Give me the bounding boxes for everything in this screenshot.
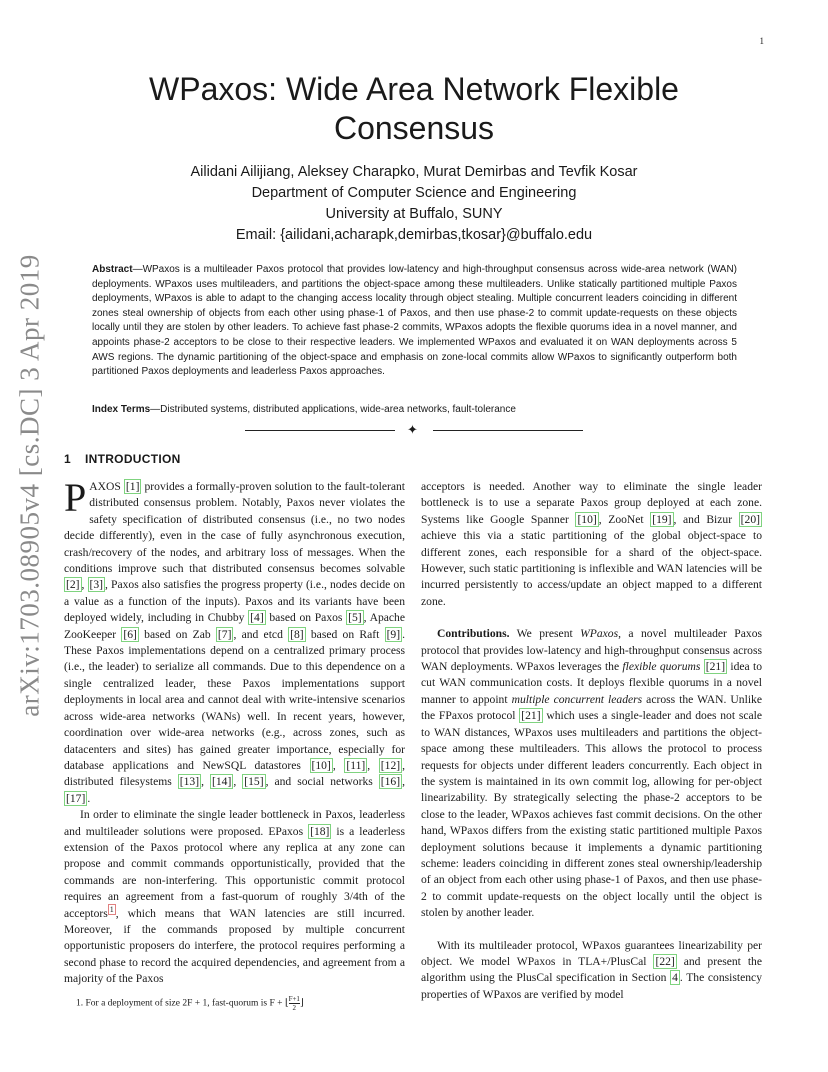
citation-link[interactable]: [16] [380,775,401,789]
page-number: 1 [759,36,764,46]
intro-paragraph-3: acceptors is needed. Another way to eliminate the single leader bottleneck is to use a separate Paxos group deployed at each zone. Systems like Google Spanner [10] , ZooNet [19] , and Bizur [20] achieve this via a static partitioning of the global object-space to different zones, each responsible for a shard of the object-space. However, such static partitioning is inflexible and WAN latencies will be incurred persistently to access/update an object mapped to a different zone. [421,480,762,608]
title-line-2: Consensus [333,110,495,146]
section-number: 1 [64,452,71,466]
university: University at Buffalo, SUNY [325,206,503,222]
department: Department of Computer Science and Engineering [251,185,577,201]
section-title: INTRODUCTION [84,452,181,466]
separator-diamond-icon: ✦ [407,422,418,437]
intro-paragraph-1: PAXOS [1] provides a formally-proven solution to the fault-tolerant distributed consensus problem. Notably, Paxos never violates the safety specification of distributed consensus (i.e., no two nodes decide differently), even in the case of fully asynchronous execution, crash/recovery of the nodes, and arbitrary loss of messages. When the conditions improve such that distributed consensus becomes solvable [2] , [3] , Paxos also satisfies the progress property (i.e., nodes decide on a value as a function of the inputs). Paxos and its variants have been deployed widely, including in Chubby [4] based on Paxos [5] , Apache ZooKeeper [6] based on Zab [7] , and etcd [8] based on Raft [9] . These Paxos implementations depend on a centralized primary process (i.e., the leader) to serialize all commands. Due to this dependence on a single centralized leader, these Paxos implementations support deployments in local area and cannot deal with write-intensive scenarios across wide-area networks (WANs) well. In recent years, however, coordination over wide-area networks (e.g., across zones, such as datacenters and sites) has gained greater importance, especially for database applications and NewSQL datastores [10] , [11] , [12] , distributed filesystems [13] , [14] , [15] , and social networks [16] , [17] . [64,475,406,805]
title-line-1: WPaxos: Wide Area Network Flexible [149,71,679,107]
separator-line-right [433,430,583,431]
intro-paragraph-2: In order to eliminate the single leader bottleneck in Paxos, leaderless and multileader solutions were proposed. EPaxos [18] is a leaderless extension of the Paxos protocol where any replica at any zone can propose and commit commands opportunistically, provided that the commands are non-interfering. This opportunistic commit protocol requires an agreement from a fast-quorum of roughly 3/4th of the acceptors $^1$ , which means that WAN latencies are still incurred. Moreover, if the commands proposed by multiple concurrent opportunistic proposers do interfere, the protocol requires performing a second phase to record the acquired dependencies, and agreement from a majority of the Paxos [64,808,405,986]
footnote-fraction: $\frac{F+1}{2}$ [288,995,300,1012]
citation-link[interactable]: [13] [179,775,200,789]
footnote-link[interactable]: 1 [109,904,114,914]
authors: Ailidani Ailijiang, Aleksey Charapko, Murat Demirbas and Tevfik Kosar [190,164,638,180]
citation-link[interactable]: [20] [740,512,760,526]
citation-link[interactable]: [1] [125,480,140,493]
citation-link[interactable]: [21] [521,709,541,723]
citation-link[interactable]: [10] [577,512,597,526]
section-link[interactable]: 4 [672,971,678,985]
abstract-text: —WPaxos is a multileader Paxos protocol that provides low-latency and high-throughput consensus across wide-area network (WAN) deployments. WPaxos uses multileaders, and partitions the object-space among these multileaders. Unlike statically partitioned multiple Paxos deployments, WPaxos is able to adapt to the changing access locality through object stealing. Multiple concurrent leaders coinciding in different zones steal ownership of objects from each other using phase-1 of Paxos, and then use phase-2 to commit update-requests on these objects locally until they are stolen by other leaders. To achieve fast phase-2 commits, WPaxos adopts the flexible quorums idea in a novel manner, and appoints phase-2 acceptors to be close to their respective leaders. We implemented WPaxos and evaluated it on WAN deployments across 5 AWS regions. The dynamic partitioning of the object-space and emphasis on zone-local commits allow WPaxos to significantly outperform both partitioned Paxos deployments and leaderless Paxos approaches. [92,264,737,378]
citation-link[interactable]: [6] [123,627,137,641]
citation-link[interactable]: [4] [250,611,264,625]
citation-link[interactable]: [9] [386,627,401,641]
citation-link[interactable]: [2] [66,578,80,592]
citation-link[interactable]: [18] [310,824,330,838]
citation-link[interactable]: [11] [346,758,366,772]
citation-link[interactable]: [19] [652,512,672,526]
citation-link[interactable]: [12] [380,758,401,772]
section-separator [245,424,583,436]
drop-cap: P [64,475,87,520]
citation-link[interactable]: [5] [348,611,362,625]
citation-link[interactable]: [10] [311,758,331,772]
citation-link[interactable]: [7] [217,627,232,641]
abstract [92,263,737,380]
separator-line-left [245,430,395,431]
arxiv-stamp-text: arXiv:1703.08905v4 [cs.DC] 3 Apr 2019 [14,253,45,717]
contributions-lead: Contributions. [437,627,510,641]
citation-link[interactable]: [8] [290,627,304,641]
citation-link[interactable]: [15] [244,775,264,789]
email: Email: {ailidani,acharapk,demirbas,tkosar}@buffalo.edu [235,227,593,243]
index-terms [92,403,737,416]
index-terms-label: Index Terms [92,404,151,415]
citation-link[interactable]: [14] [212,775,232,789]
section-heading [64,452,181,466]
arxiv-stamp [8,253,52,717]
paper-title [100,70,728,148]
authors-block [100,162,728,246]
citation-link[interactable]: [17] [66,791,86,805]
index-terms-text: —Distributed systems, distributed applications, wide-area networks, fault-tolerance [150,404,516,415]
footnote: 1. For a deployment of size 2F + 1, fast-quorum is F + ⌊ $\frac{F+1}{2}$ ⌋ [76,995,304,1012]
citation-link[interactable]: [3] [89,578,104,592]
left-column [64,475,406,988]
intro-paragraph-5: With its multileader protocol, WPaxos guarantees linearizability per object. We model WPaxos in TLA+/PlusCal [22] and present the algorithm using the PlusCal specification in Section 4 . The consistency properties of WPaxos are verified by model [421,938,762,1001]
citation-link[interactable]: [21] [705,660,726,674]
abstract-label: Abstract [92,264,133,275]
contributions-paragraph: Contributions. We present WPaxos, a novel multileader Paxos protocol that provides low-latency and high-throughput consensus across WAN deployments. WPaxos leverages the flexible quorums [21] idea to cut WAN communication costs. It deploys flexible quorums in a novel manner to appoint multiple concurrent leaders across the WAN. Unlike the FPaxos protocol [21] which uses a single-leader and does not scale to WAN distances, WPaxos uses multileaders and partitions the object-space among these multileaders. This allows the protocol to process requests for objects under different leaders concurrently. Each object in the system is maintained in its own commit log, allowing for per-object linearizability. By strategically selecting the phase-2 acceptors to be close to the leader, WPaxos achieves fast commit decisions. On the other hand, WPaxos differs from the existing static partitioned multiple Paxos deployment solutions because it implements a dynamic partitioning scheme: leaders coinciding in different zones steal ownership/leadership of an object from each other using phase-1 of Paxos, and then use phase-2 to commit update-requests on the object locally until the object is stolen by another leader. [421,627,763,920]
right-column [421,479,762,1003]
citation-link[interactable]: [22] [655,954,675,968]
